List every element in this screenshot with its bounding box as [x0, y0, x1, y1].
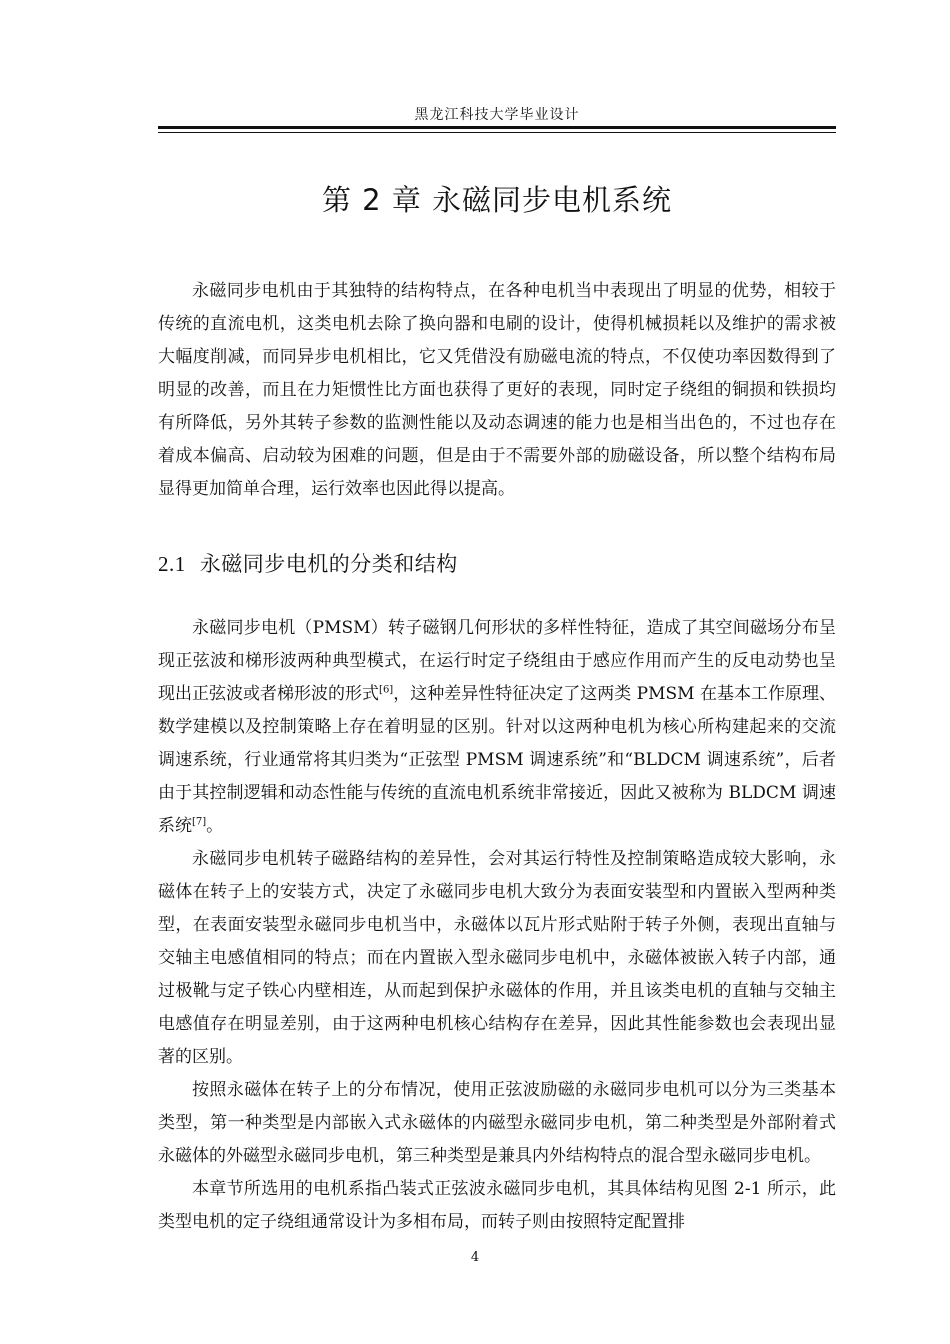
page-number: 4: [470, 1250, 480, 1265]
intro-paragraph: 永磁同步电机由于其独特的结构特点，在各种电机当中表现出了明显的优势，相较于传统的直流电机，这类电机去除了换向器和电刷的设计，使得机械损耗以及维护的需求被大幅度削减，而同异步电机相比，它又凭借没有励磁电流的特点，不仅使功率因数得到了明显的改善，而且在力矩惯性比方面也获得了更好的表现，同时定子绕组的铜损和铁损均有所降低，另外其转子参数的监测性能以及动态调速的能力也是相当出色的，不过也存在着成本偏高、启动较为困难的问题，但是由于不需要外部的励磁设备，所以整个结构布局显得更加简单合理，运行效率也因此得以提高。: [158, 281, 836, 499]
section-paragraph-2: 永磁同步电机转子磁路结构的差异性，会对其运行特性及控制策略造成较大影响，永磁体在转子上的安装方式，决定了永磁同步电机大致分为表面安装型和内置嵌入型两种类型，在表面安装型永磁同步电机当中，永磁体以瓦片形式贴附于转子外侧，表现出直轴与交轴主电感值相同的特点；而在内置嵌入型永磁同步电机中，永磁体被嵌入转子内部，通过极靴与定子铁心内壁相连，从而起到保护永磁体的作用，并且该类电机的直轴与交轴主电感值存在明显差别，由于这两种电机核心结构存在差异，因此其性能参数也会表现出显著的区别。: [158, 849, 836, 1067]
p1-text-1: 永磁同步电机（PMSM）转子磁钢几何形状的多样性特征，造成了其空间磁场分布呈现正弦波和梯形波两种典型模式，在运行时定子绕组由于感应作用而产生的反电动势也呈现出正弦波或者梯形波的形式: [158, 618, 836, 704]
header-rule-thick: [158, 126, 836, 129]
intro-block: [158, 275, 836, 506]
p1-text-2: ，这种差异性特征决定了这两类 PMSM 在基本工作原理、数学建模以及控制策略上存在着明显的区别。针对以这两种电机为核心所构建起来的交流调速系统，行业通常将其归类为“正弦型 PMSM 调速系统”和“BLDCM 调速系统”，后者由于其控制逻辑和动态性能与传统的直流电机系统非常接近，因此又被称为 BLDCM 调速系统: [158, 684, 836, 836]
section-number: 2.1: [158, 552, 186, 576]
section-body: [158, 612, 836, 1239]
citation-7: [7]: [192, 816, 207, 828]
citation-6: [6]: [379, 684, 394, 696]
section-paragraph-3: 按照永磁体在转子上的分布情况，使用正弦波励磁的永磁同步电机可以分为三类基本类型，第一种类型是内部嵌入式永磁体的内磁型永磁同步电机，第二种类型是外部附着式永磁体的外磁型永磁同步电机，第三种类型是兼具内外结构特点的混合型永磁同步电机。: [158, 1080, 836, 1166]
section-title: 永磁同步电机的分类和结构: [199, 552, 458, 576]
section-paragraph-1: [158, 612, 836, 843]
chapter-title: 第 2 章 永磁同步电机系统: [321, 183, 673, 217]
section-heading: [158, 548, 458, 578]
running-header: 黑龙江科技大学毕业设计: [414, 107, 580, 123]
header-rule-thin: [158, 132, 836, 133]
p1-text-3: 。: [206, 816, 224, 836]
section-paragraph-4: 本章节所选用的电机系指凸装式正弦波永磁同步电机，其具体结构见图 2-1 所示，此类型电机的定子绕组通常设计为多相布局，而转子则由按照特定配置排: [158, 1179, 836, 1232]
